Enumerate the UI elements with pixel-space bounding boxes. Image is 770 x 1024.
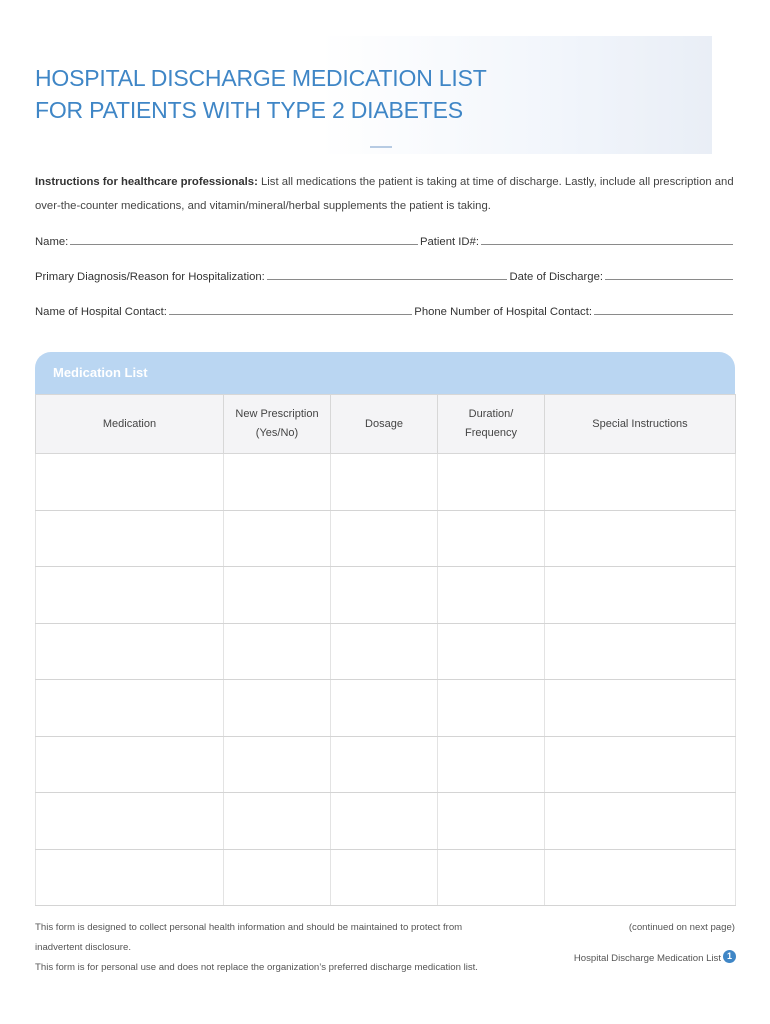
footer-page-label: Hospital Discharge Medication List [573, 953, 721, 964]
cell-special-instructions[interactable] [545, 567, 736, 624]
page-title [35, 62, 635, 126]
cell-duration-frequency[interactable] [438, 510, 545, 567]
page-number-badge: 1 [723, 950, 736, 963]
medication-list-card [35, 352, 735, 906]
hospital-phone-field[interactable] [594, 314, 733, 315]
table-row [36, 680, 736, 737]
cell-new-prescription[interactable] [224, 567, 331, 624]
date-of-discharge-field[interactable] [605, 279, 733, 280]
cell-special-instructions[interactable] [545, 736, 736, 793]
cell-special-instructions[interactable] [545, 510, 736, 567]
cell-new-prescription[interactable] [224, 510, 331, 567]
medication-list-heading: Medication List [35, 352, 735, 394]
footer-note-usage: This form is for personal use and does not replace the organization’s preferred discharge medication list. [35, 962, 478, 973]
column-header-dosage: Dosage [331, 395, 438, 454]
cell-new-prescription[interactable] [224, 454, 331, 511]
cell-duration-frequency[interactable] [438, 623, 545, 680]
field-row-name-patient-id [35, 230, 735, 248]
table-row [36, 736, 736, 793]
cell-new-prescription[interactable] [224, 849, 331, 906]
table-row [36, 454, 736, 511]
page-title-line-1: HOSPITAL DISCHARGE MEDICATION LIST [35, 65, 487, 91]
cell-dosage[interactable] [331, 623, 438, 680]
column-header-duration-frequency: Duration/ Frequency [438, 395, 545, 454]
continued-note: (continued on next page) [628, 922, 735, 933]
footer-notes [35, 918, 505, 978]
primary-diagnosis-label: Primary Diagnosis/Reason for Hospitalization: [35, 271, 265, 283]
cell-new-prescription[interactable] [224, 793, 331, 850]
cell-dosage[interactable] [331, 793, 438, 850]
primary-diagnosis-field[interactable] [267, 279, 508, 280]
cell-duration-frequency[interactable] [438, 849, 545, 906]
cell-duration-frequency[interactable] [438, 454, 545, 511]
cell-duration-frequency[interactable] [438, 567, 545, 624]
medication-table [35, 394, 736, 906]
patient-id-label: Patient ID#: [419, 236, 479, 248]
cell-dosage[interactable] [331, 567, 438, 624]
table-row [36, 510, 736, 567]
instructions-text: List all medications the patient is taking at time of discharge. Lastly, include all prescription and over-the-counter medications, and vitamin/mineral/herbal supplements the patient is taking. [35, 176, 734, 212]
field-row-diagnosis-date [35, 265, 735, 283]
cell-special-instructions[interactable] [545, 623, 736, 680]
date-of-discharge-label: Date of Discharge: [509, 271, 603, 283]
cell-dosage[interactable] [331, 510, 438, 567]
cell-medication[interactable] [36, 793, 224, 850]
cell-dosage[interactable] [331, 736, 438, 793]
medication-table-header-row [36, 395, 736, 454]
cell-special-instructions[interactable] [545, 849, 736, 906]
title-divider [370, 146, 392, 148]
cell-duration-frequency[interactable] [438, 793, 545, 850]
table-row [36, 567, 736, 624]
cell-dosage[interactable] [331, 454, 438, 511]
name-field[interactable] [70, 244, 418, 245]
cell-medication[interactable] [36, 736, 224, 793]
hospital-contact-field[interactable] [169, 314, 412, 315]
column-header-medication: Medication [36, 395, 224, 454]
footer-note-privacy: This form is designed to collect personal health information and should be maintained to protect from inadvertent disclosure. [35, 922, 463, 953]
cell-new-prescription[interactable] [224, 736, 331, 793]
page-title-line-2: FOR PATIENTS WITH TYPE 2 DIABETES [35, 97, 463, 123]
hospital-phone-label: Phone Number of Hospital Contact: [414, 306, 592, 318]
table-row [36, 849, 736, 906]
cell-duration-frequency[interactable] [438, 736, 545, 793]
cell-dosage[interactable] [331, 849, 438, 906]
cell-special-instructions[interactable] [545, 680, 736, 737]
cell-dosage[interactable] [331, 680, 438, 737]
cell-new-prescription[interactable] [224, 623, 331, 680]
cell-medication[interactable] [36, 680, 224, 737]
column-header-new-prescription: New Prescription (Yes/No) [224, 395, 331, 454]
field-row-hospital-contact [35, 300, 735, 318]
cell-duration-frequency[interactable] [438, 680, 545, 737]
instructions-lead: Instructions for healthcare professionals: [35, 176, 258, 188]
cell-special-instructions[interactable] [545, 454, 736, 511]
hospital-contact-label: Name of Hospital Contact: [35, 306, 167, 318]
cell-special-instructions[interactable] [545, 793, 736, 850]
table-row [36, 623, 736, 680]
column-header-special-instructions: Special Instructions [545, 395, 736, 454]
cell-medication[interactable] [36, 623, 224, 680]
instructions-paragraph [35, 170, 740, 218]
cell-medication[interactable] [36, 567, 224, 624]
table-row [36, 793, 736, 850]
cell-medication[interactable] [36, 510, 224, 567]
cell-medication[interactable] [36, 849, 224, 906]
name-label: Name: [35, 236, 69, 248]
cell-new-prescription[interactable] [224, 680, 331, 737]
cell-medication[interactable] [36, 454, 224, 511]
patient-id-field[interactable] [481, 244, 733, 245]
